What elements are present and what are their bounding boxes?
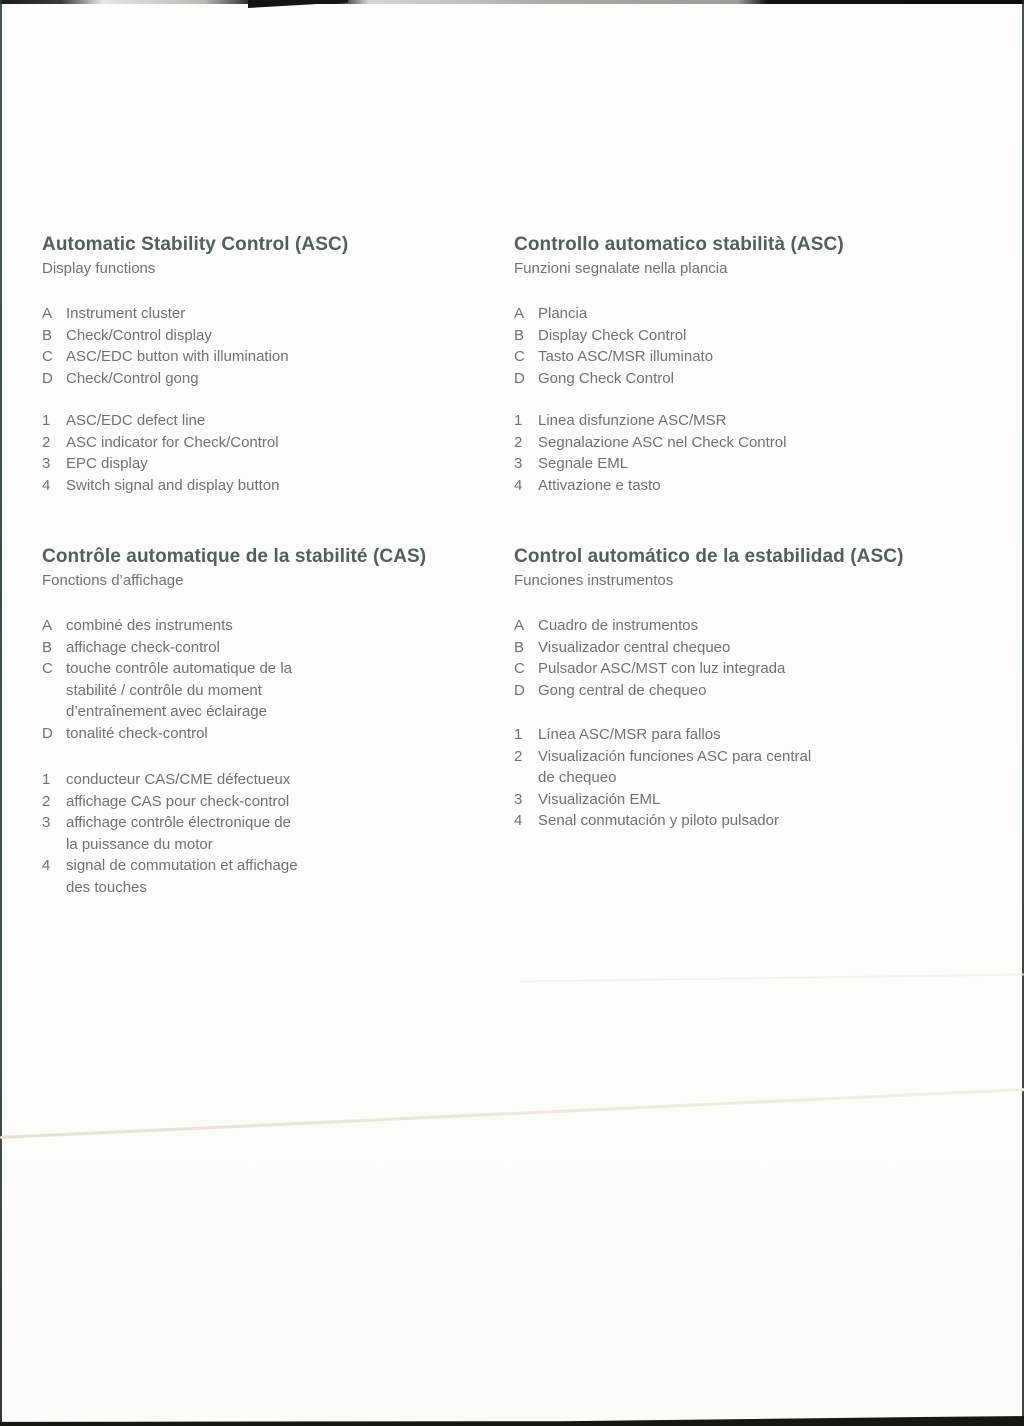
list-item: [42, 615, 487, 637]
item-label: 3: [42, 455, 51, 472]
list-item: [514, 658, 989, 680]
letter-item-list: [514, 615, 989, 701]
item-text: affichage CAS pour check-control: [66, 792, 290, 810]
item-text: Senal conmutación y piloto pulsador: [538, 812, 779, 829]
item-text: touche contrôle automatique de la stabilité / contrôle du moment d’entraînement avec éclairage: [66, 660, 292, 720]
item-label: C: [514, 348, 525, 365]
list-item: [42, 855, 487, 898]
item-text: EPC display: [66, 455, 148, 472]
item-label: 2: [42, 792, 51, 810]
item-label: D: [514, 369, 525, 387]
item-label: 2: [514, 747, 523, 765]
item-label: C: [42, 348, 53, 365]
section-subtitle: Fonctions d’affichage: [42, 572, 184, 589]
list-item: [514, 615, 989, 637]
section-italian: [514, 233, 989, 496]
item-label: A: [514, 617, 525, 634]
item-label: A: [42, 305, 53, 322]
item-text: Pulsador ASC/MST con luz integrada: [538, 660, 786, 677]
list-item: [514, 810, 989, 832]
list-item: [514, 453, 989, 475]
letter-item-list: [42, 303, 487, 389]
list-item: [42, 723, 487, 745]
item-label: B: [42, 638, 53, 656]
number-item-list: [514, 410, 989, 496]
section-english: [42, 233, 487, 496]
letter-item-list: [42, 615, 487, 744]
section-french: [42, 545, 487, 898]
item-text: Segnale EML: [538, 455, 629, 472]
number-item-list: [42, 769, 487, 898]
list-item: [514, 475, 989, 497]
item-text: Tasto ASC/MSR illuminato: [538, 348, 714, 365]
item-text: Check/Control display: [66, 326, 212, 344]
list-item: [514, 724, 989, 746]
item-label: B: [514, 326, 525, 344]
list-item: [514, 432, 989, 454]
item-label: 1: [514, 412, 523, 429]
list-item: [514, 368, 989, 390]
list-item: [514, 303, 989, 325]
item-label: C: [42, 660, 53, 677]
item-text: signal de commutation et affichage des touches: [66, 857, 298, 896]
item-text: Visualización EML: [538, 790, 661, 808]
item-text: Attivazione e tasto: [538, 476, 661, 494]
list-item: [42, 346, 487, 368]
number-item-list: [514, 724, 989, 832]
item-text: Visualización funciones ASC para central de chequeo: [538, 747, 812, 786]
item-text: Cuadro de instrumentos: [538, 617, 699, 634]
item-text: Visualizador central chequeo: [538, 638, 731, 656]
item-text: Instrument cluster: [66, 305, 186, 322]
item-label: 1: [42, 771, 51, 788]
list-item: [514, 410, 989, 432]
list-item: [42, 637, 487, 659]
item-label: D: [514, 681, 525, 699]
item-label: 2: [514, 433, 523, 451]
page-crease: [0, 1085, 1024, 1139]
list-item: [42, 410, 487, 432]
section-title: Control automático de la estabilidad (ASC): [514, 546, 904, 567]
item-text: combiné des instruments: [66, 617, 233, 634]
item-text: ASC/EDC button with illumination: [66, 348, 289, 365]
item-label: 4: [42, 857, 51, 874]
list-item: [42, 475, 487, 497]
item-label: 1: [42, 412, 51, 429]
item-label: 2: [42, 433, 51, 451]
item-text: affichage check-control: [66, 638, 220, 656]
list-item: [514, 789, 989, 811]
list-item: [514, 637, 989, 659]
scan-edge-top: [0, 0, 1024, 4]
item-label: C: [514, 660, 525, 677]
number-item-list: [42, 410, 487, 496]
item-text: Linea disfunzione ASC/MSR: [538, 412, 727, 429]
item-text: Check/Control gong: [66, 369, 199, 387]
item-label: 3: [514, 790, 523, 808]
section-subtitle: Funciones instrumentos: [514, 572, 674, 589]
item-label: A: [42, 617, 53, 634]
item-text: ASC indicator for Check/Control: [66, 433, 279, 451]
item-text: affichage contrôle électronique de la puissance du motor: [66, 814, 291, 853]
list-item: [42, 769, 487, 791]
list-item: [42, 791, 487, 813]
list-item: [42, 325, 487, 347]
item-text: Plancia: [538, 305, 588, 322]
item-label: 1: [514, 726, 523, 743]
item-text: ASC/EDC defect line: [66, 412, 206, 429]
list-item: [42, 453, 487, 475]
list-item: [514, 346, 989, 368]
section-subtitle: Funzioni segnalate nella plancia: [514, 260, 728, 277]
scan-edge-left: [0, 0, 2, 1426]
item-label: B: [514, 638, 525, 656]
section-title: Automatic Stability Control (ASC): [42, 234, 349, 255]
list-item: [42, 432, 487, 454]
section-spanish: [514, 545, 989, 832]
scan-edge-top-wedge: [248, 0, 348, 8]
item-text: Gong Check Control: [538, 369, 674, 387]
item-label: 4: [514, 476, 523, 494]
item-text: tonalité check-control: [66, 724, 208, 742]
list-item: [514, 325, 989, 347]
scan-edge-bottom: [0, 1410, 1024, 1426]
list-item: [42, 303, 487, 325]
section-title: Contrôle automatique de la stabilité (CAS): [42, 546, 427, 567]
item-text: conducteur CAS/CME défectueux: [66, 771, 291, 788]
list-item: [42, 812, 487, 855]
item-text: Gong central de chequeo: [538, 681, 707, 699]
page-crease-faint: [520, 973, 1024, 982]
item-label: 3: [514, 455, 523, 472]
item-label: 4: [42, 476, 51, 494]
letter-item-list: [514, 303, 989, 389]
item-label: B: [42, 326, 53, 344]
item-text: Línea ASC/MSR para fallos: [538, 726, 721, 743]
item-label: D: [42, 724, 53, 742]
item-label: A: [514, 305, 525, 322]
item-label: 3: [42, 814, 51, 831]
list-item: [514, 746, 989, 789]
item-label: D: [42, 369, 53, 387]
list-item: [514, 680, 989, 702]
list-item: [42, 658, 487, 723]
item-text: Segnalazione ASC nel Check Control: [538, 433, 787, 451]
item-text: Switch signal and display button: [66, 476, 280, 494]
section-title: Controllo automatico stabilità (ASC): [514, 234, 844, 255]
item-label: 4: [514, 812, 523, 829]
item-text: Display Check Control: [538, 326, 687, 344]
section-subtitle: Display functions: [42, 260, 156, 277]
list-item: [42, 368, 487, 390]
